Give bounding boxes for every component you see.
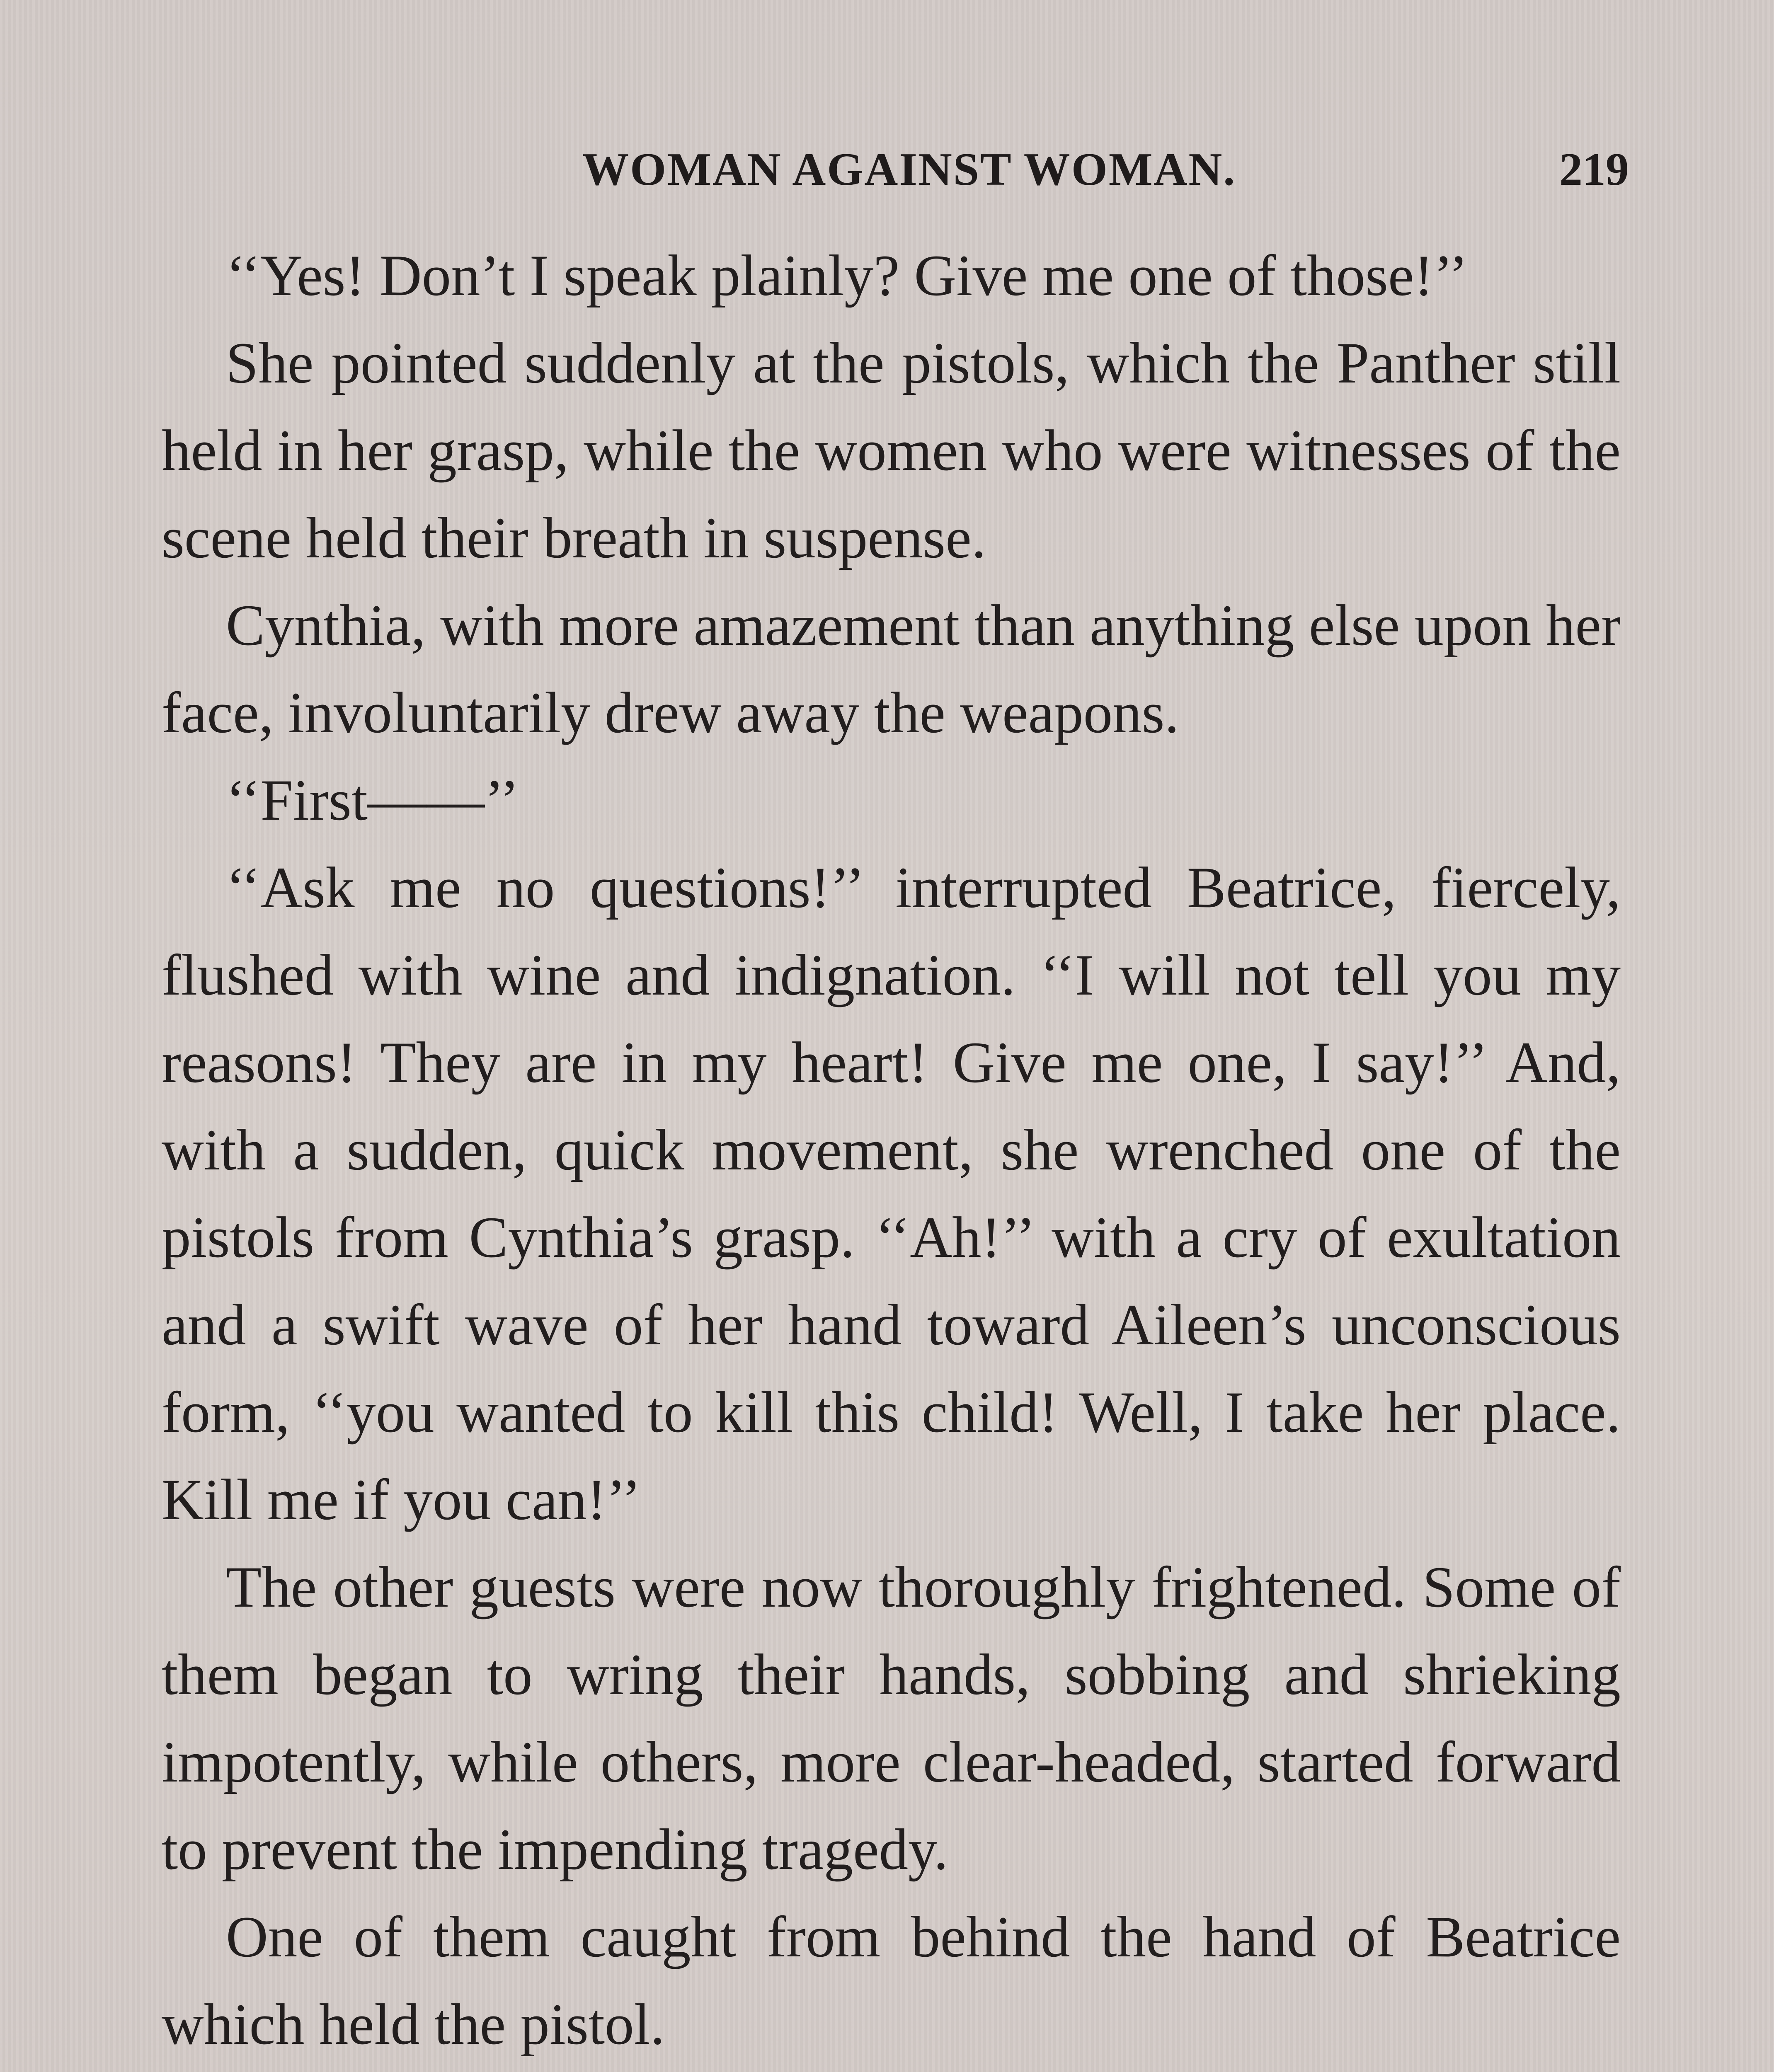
page-header	[162, 139, 1633, 201]
paragraph: One of them caught from behind the hand of Beatrice which held the pistol.	[162, 1905, 1621, 2057]
paragraph: She pointed suddenly at the pistols, which the Panther still held in her grasp, while the women who were witnesses of the scene held their breath in suspense.	[162, 331, 1621, 570]
paragraph	[162, 2068, 1621, 2072]
paragraph: ‘‘First——’’	[226, 768, 519, 833]
page-number: 219	[1559, 144, 1629, 195]
paragraph: ‘‘Yes! Don’t I speak plainly? Give me one of those!’’	[226, 243, 1468, 308]
paragraph: ‘‘Ask me no questions!’’ interrupted Beatrice, fiercely, flushed with wine and indignation. ‘‘I will not tell you my reasons! They are in my heart! Give me one, I say!’’ And, with a sudden, quick movement, she wrenched one of the pistols from Cynthia’s grasp. ‘‘Ah!’’ with a cry of exultation and a swift wave of her hand toward Aileen’s unconscious form, ‘‘you wanted to kill this child! Well, I take her place. Kill me if you can!’’	[162, 855, 1621, 1532]
paragraph: Cynthia, with more amazement than anything else upon her face, involuntarily drew away the weapons.	[162, 593, 1621, 745]
paragraph: The other guests were now thoroughly frightened. Some of them began to wring their hands, sobbing and shrieking impotently, while others, more clear-headed, started forward to prevent the impending tragedy.	[162, 1555, 1621, 1882]
running-title: WOMAN AGAINST WOMAN.	[582, 144, 1236, 195]
body-text	[162, 232, 1621, 2072]
